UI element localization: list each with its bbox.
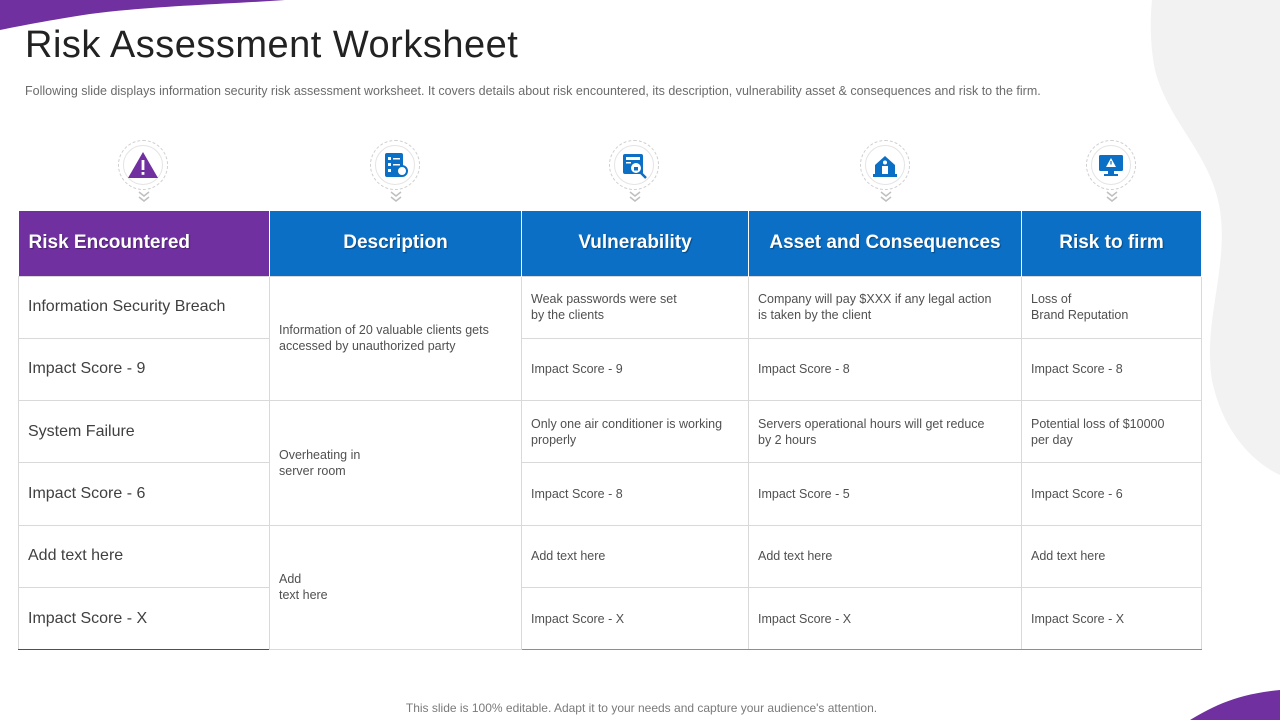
page-subtitle: Following slide displays information security risk assessment worksheet. It covers details about risk encountered, its description, vulnerability asset & consequences and risk to the firm. [25, 84, 1041, 98]
vulnerability-cell: Weak passwords were set by the clients [522, 276, 749, 338]
asset-score-cell: Impact Score - 8 [749, 338, 1022, 400]
table-row [19, 338, 1202, 400]
description-icon-badge [370, 140, 422, 208]
document-checklist-icon [381, 151, 409, 179]
table-row [19, 276, 1202, 338]
header-description: Description [270, 211, 522, 276]
vulnerability-score-cell: Impact Score - 9 [522, 338, 749, 400]
risk-firm-score-cell: Impact Score - 6 [1022, 463, 1202, 525]
server-lock-icon [620, 151, 648, 179]
description-cell: Add text here [270, 525, 522, 650]
table-header-row [19, 211, 1202, 276]
chevron-down-icon [389, 191, 403, 203]
risk-firm-score-cell: Impact Score - 8 [1022, 338, 1202, 400]
chevron-down-icon [628, 191, 642, 203]
risk-name-cell: Add text here [19, 525, 270, 587]
risk-firm-cell: Add text here [1022, 525, 1202, 587]
risk-name-cell: System Failure [19, 401, 270, 463]
header-asset-consequences: Asset and Consequences [749, 211, 1022, 276]
asset-icon-badge [860, 140, 912, 208]
monitor-alert-icon [1097, 151, 1125, 179]
risk-firm-icon-badge [1086, 140, 1138, 208]
asset-score-cell: Impact Score - 5 [749, 463, 1022, 525]
chevron-down-icon [1105, 191, 1119, 203]
vulnerability-icon-badge [609, 140, 661, 208]
vulnerability-cell: Add text here [522, 525, 749, 587]
chevron-down-icon [879, 191, 893, 203]
chevron-down-icon [137, 191, 151, 203]
risk-firm-cell: Potential loss of $10000 per day [1022, 401, 1202, 463]
description-cell: Information of 20 valuable clients gets accessed by unauthorized party [270, 276, 522, 401]
table-row [19, 587, 1202, 649]
risk-assessment-table [18, 211, 1202, 650]
house-money-icon [871, 151, 899, 179]
table-row [19, 463, 1202, 525]
table-row [19, 525, 1202, 587]
impact-score-cell: Impact Score - 9 [19, 338, 270, 400]
risk-firm-cell: Loss of Brand Reputation [1022, 276, 1202, 338]
asset-cell: Add text here [749, 525, 1022, 587]
vulnerability-score-cell: Impact Score - X [522, 587, 749, 649]
risk-icon-badge [118, 140, 170, 208]
impact-score-cell: Impact Score - X [19, 587, 270, 649]
table-row [19, 401, 1202, 463]
risk-firm-score-cell: Impact Score - X [1022, 587, 1202, 649]
asset-score-cell: Impact Score - X [749, 587, 1022, 649]
header-risk-encountered: Risk Encountered [19, 211, 270, 276]
vulnerability-score-cell: Impact Score - 8 [522, 463, 749, 525]
risk-name-cell: Information Security Breach [19, 276, 270, 338]
header-vulnerability: Vulnerability [522, 211, 749, 276]
footer-note: This slide is 100% editable. Adapt it to your needs and capture your audience's attention. [405, 701, 878, 715]
asset-cell: Servers operational hours will get reduce by 2 hours [749, 401, 1022, 463]
asset-cell: Company will pay $XXX if any legal action is taken by the client [749, 276, 1022, 338]
header-risk-to-firm: Risk to firm [1022, 211, 1202, 276]
page-title: Risk Assessment Worksheet [25, 24, 519, 66]
description-cell: Overheating in server room [270, 401, 522, 526]
impact-score-cell: Impact Score - 6 [19, 463, 270, 525]
warning-triangle-icon [127, 151, 159, 179]
vulnerability-cell: Only one air conditioner is working properly [522, 401, 749, 463]
